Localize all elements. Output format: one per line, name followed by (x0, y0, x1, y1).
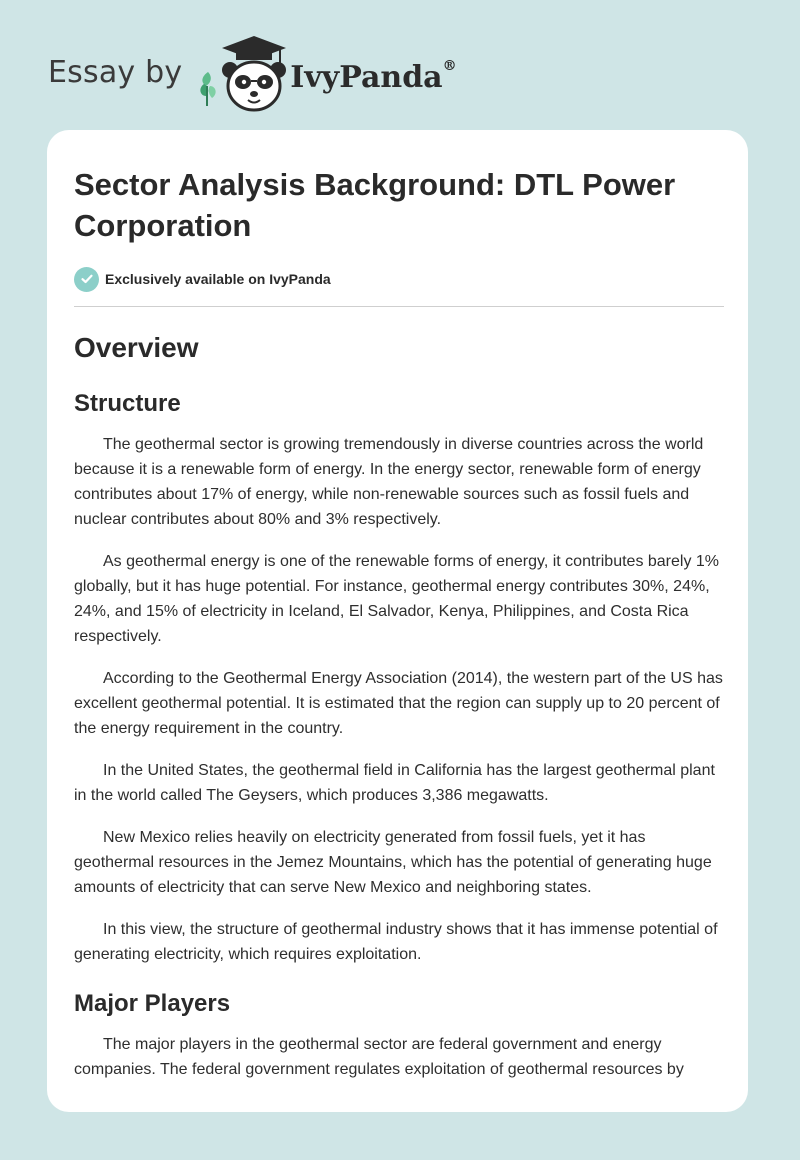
paragraph: The major players in the geothermal sector are federal government and energy companies. The federal government regulates exploitation of geothermal resources by (74, 1036, 684, 1078)
brand-name[interactable] (290, 57, 457, 95)
section-heading-overview: Overview (74, 332, 199, 363)
article-content (74, 164, 724, 1082)
check-circle-icon (74, 267, 99, 292)
paragraph: The geothermal sector is growing tremendously in diverse countries across the world because it is a renewable form of energy. In the energy sector, renewable form of energy contributes about 17% of energy, while non-renewable sources such as fossil fuels and nuclear contributes about 80% and 3% respectively. (74, 436, 704, 528)
paragraph: In this view, the structure of geothermal industry shows that it has immense potential of generating electricity, which requires exploitation. (74, 921, 718, 963)
article-card (47, 130, 748, 1112)
exclusive-label: Exclusively available on IvyPanda (105, 271, 331, 287)
page-title: Sector Analysis Background: DTL Power Corporation (74, 167, 676, 243)
panda-graduate-icon (196, 34, 288, 114)
exclusive-badge (74, 266, 724, 292)
paragraph: As geothermal energy is one of the renewable forms of energy, it contributes barely 1% globally, but it has huge potential. For instance, geothermal energy contributes 30%, 24%, 24%, and 15% of electricity in Iceland, El Salvador, Kenya, Philippines, and Costa Rica respectively. (74, 553, 720, 645)
paragraph: In the United States, the geothermal field in California has the largest geothermal plant in the world called The Geysers, which produces 3,386 megawatts. (74, 762, 715, 804)
site-header (48, 34, 508, 114)
subsection-heading-major-players: Major Players (74, 990, 231, 1017)
subsection-heading-structure: Structure (74, 390, 181, 417)
essay-by-label: Essay by (48, 54, 183, 90)
brand-text: IvyPanda (290, 59, 443, 95)
divider (74, 306, 724, 307)
paragraph: New Mexico relies heavily on electricity generated from fossil fuels, yet it has geothermal resources in the Jemez Mountains, which has the potential of generating huge amounts of electricity that can serve New Mexico and neighboring states. (74, 829, 712, 896)
registered-mark: ® (442, 57, 457, 74)
paragraph: According to the Geothermal Energy Association (2014), the western part of the US has excellent geothermal potential. It is estimated that the region can supply up to 20 percent of the energy requirement in the country. (74, 670, 723, 737)
